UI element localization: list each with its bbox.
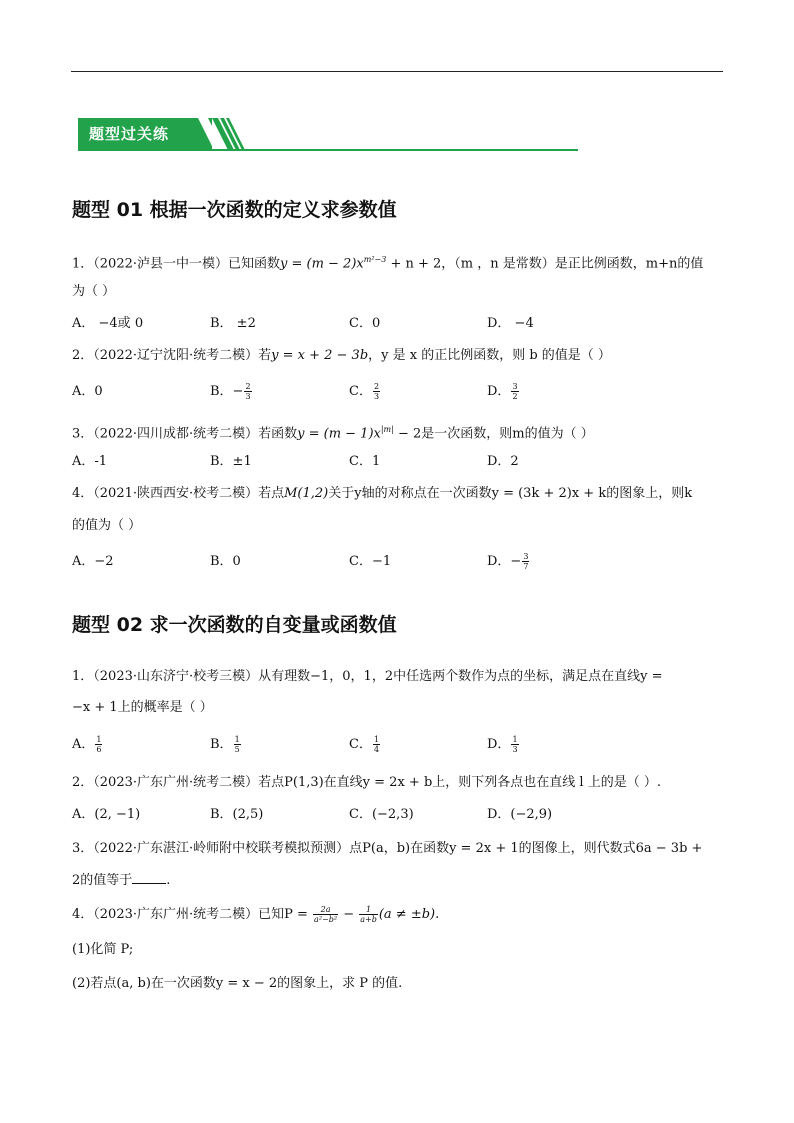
option-c: C．1 (349, 454, 381, 469)
answer-blank (132, 871, 166, 884)
option-b: B． ±2 (210, 316, 256, 331)
option-a: A．−2 (72, 554, 114, 569)
option-b: B． $\frac{1}{5}$ (210, 735, 240, 754)
option-c: C．(−2,3) (349, 807, 414, 822)
option-d: D． −4 (487, 316, 534, 331)
option-c: C． $\frac{1}{4}$ (349, 735, 380, 754)
question-2-3-line2: 2的值等于 . (72, 873, 171, 888)
header-rule (71, 71, 723, 72)
option-c: C．0 (349, 316, 381, 331)
question-1-4-line2: 的值为（ ） (72, 518, 142, 533)
option-b: B．0 (210, 554, 241, 569)
question-1-2: 2．（2022·辽宁沈阳·统考二模）若y = x + 2 − 3b，y 是 x 的正比例函数，则 b 的值是（ ） (72, 348, 611, 363)
option-a: A．(2, −1) (72, 807, 141, 822)
question-1-4: 4．（2021·陕西西安·校考二模）若点M(1,2)关于y轴的对称点在一次函数y = (3k + 2)x + k的图象上，则k (72, 486, 693, 501)
question-2-2: 2．（2023·广东广州·统考二模）若点P(1,3)在直线y = 2x + b上，则下列各点也在直线 l 上的是（ ）. (72, 775, 661, 790)
question-2-4-part1: (1)化简 P; (72, 942, 134, 957)
section-title-02: 题型 02 求一次函数的自变量或函数值 (72, 614, 397, 636)
question-2-1: 1．（2023·山东济宁·校考三模）从有理数−1，0，1，2中任选两个数作为点的坐标，满足点在直线y = (72, 669, 663, 684)
option-a: A． −4或 0 (72, 316, 144, 331)
question-1-1-line2: 为（ ） (72, 284, 116, 299)
option-b: B．(2,5) (210, 807, 264, 822)
option-a: A．0 (72, 384, 103, 399)
section-banner (78, 118, 578, 154)
option-a: A．-1 (72, 454, 108, 469)
option-d: D．(−2,9) (487, 807, 553, 822)
option-d: D．2 (487, 454, 519, 469)
option-d: D． $\frac{1}{3}$ (487, 735, 518, 754)
banner-label: 题型过关练 (89, 125, 170, 143)
question-2-4: 4．（2023·广东广州·统考二模）已知P = $\frac{2a}{\text{a²−b²}}$ − $\frac{1}{a+b}$ (a ≠ ±b). (72, 905, 440, 924)
option-b: B．− $\frac{2}{3}$ (210, 382, 251, 401)
banner-underline (78, 149, 578, 151)
section-title-01: 题型 01 根据一次函数的定义求参数值 (72, 199, 397, 221)
option-b: B．±1 (210, 454, 252, 469)
question-1-3: 3．（2022·四川成都·统考二模）若函数$y = (m - 1)x^{|m|} - 2$是一次函数，则m的值为（ ） (72, 425, 594, 442)
question-2-4-part2: (2)若点(a, b)在一次函数y = x − 2的图象上，求 P 的值. (72, 976, 403, 991)
question-2-1-line2: −x + 1上的概率是（ ） (72, 700, 213, 715)
option-c: C． $\frac{2}{3}$ (349, 382, 380, 401)
question-1-1: 1．（2022·泸县一中一模）已知函数$y = (m - 2)x^{m^2-3} + n + 2$，（m ，n 是常数）是正比例函数，m+n的值 (72, 255, 704, 272)
question-2-3: 3．（2022·广东湛江·岭师附中校联考模拟预测）点P(a，b)在函数y = 2x + 1的图像上，则代数式6a − 3b + (72, 841, 703, 856)
option-c: C．−1 (349, 554, 392, 569)
option-d: D．− $\frac{3}{7}$ (487, 552, 529, 571)
option-d: D． $\frac{3}{2}$ (487, 382, 518, 401)
option-a: A． $\frac{1}{6}$ (72, 735, 102, 754)
banner-stripes-icon (198, 118, 248, 150)
